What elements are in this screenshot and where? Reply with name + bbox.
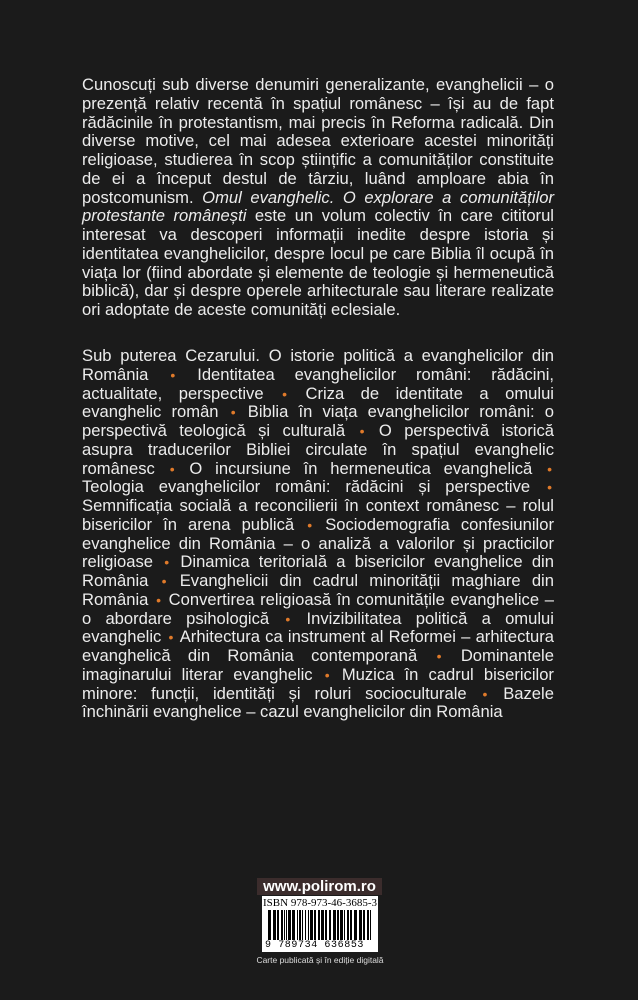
chapter-title: Dinamica teritorială a bisericilor evanghelice din România xyxy=(82,552,554,590)
barcode-stripe xyxy=(325,910,327,940)
bullet-icon: • xyxy=(156,591,161,608)
bullet-icon: • xyxy=(307,516,313,533)
chapter-title: Invizibilitatea politică a omului evanghelic xyxy=(82,608,554,647)
barcode-stripe xyxy=(305,910,306,940)
barcode-stripe xyxy=(308,910,309,940)
chapter-title: O perspectivă istorică asupra traducerilor Bibliei circulate în spațiul evanghelic românesc xyxy=(82,421,554,478)
bullet-icon: • xyxy=(282,385,287,402)
barcode-stripe xyxy=(281,910,283,940)
barcode-stripe xyxy=(359,910,362,940)
bullet-icon: • xyxy=(164,554,170,571)
bullet-icon: • xyxy=(436,648,442,664)
barcode-stripe xyxy=(318,910,320,940)
barcode-stripe xyxy=(333,910,336,940)
barcode-stripe xyxy=(297,910,298,940)
barcode-stripe xyxy=(314,910,316,940)
description-text: Cunoscuți sub diverse denumiri generalizante, evanghelicii – o prezență relativ recentă în spațiul românesc – își au de fapt rădăcinile în protestantism, mai precis în Reforma radicală. Din diverse motive, cel mai adesea exterioare acestei minorități religioase, studierea în scop științific a comunităților constituite de ei a început destul de târziu, luând amploare abia în postcomunism. xyxy=(82,75,554,207)
digital-edition-note: Carte publicată și în ediție digitală xyxy=(256,955,384,965)
barcode-stripe xyxy=(367,910,369,940)
chapter-title: Bazele închinării evanghelice – cazul evanghelicilor din România xyxy=(82,683,554,722)
bullet-icon: • xyxy=(285,610,291,627)
barcode-stripe xyxy=(344,910,345,940)
chapter-title: Semnificația socială a reconcilierii în context românesc – rolul bisericilor în arena publică xyxy=(82,496,554,534)
barcode-stripe xyxy=(370,910,371,940)
bullet-icon: • xyxy=(169,460,175,477)
chapter-title: Evanghelicii din cadrul minorității maghiare din România xyxy=(82,571,554,609)
bullet-icon: • xyxy=(547,479,552,496)
barcode-stripe xyxy=(299,910,301,940)
chapter-title: Sociodemografia confesiunilor evanghelice din România – o analiză a valorilor și practicilor religioase xyxy=(82,514,554,572)
barcode-stripe xyxy=(277,910,279,940)
barcode-stripe xyxy=(337,910,339,940)
isbn: ISBN 978-973-46-3685-3 xyxy=(263,897,377,909)
bullet-icon: • xyxy=(230,404,236,421)
chapter-title: Dominantele imaginarului literar evanghelic xyxy=(82,646,554,684)
bullet-icon: • xyxy=(170,366,176,383)
bullet-icon: • xyxy=(482,685,488,702)
barcode-stripe xyxy=(292,910,295,940)
barcode-stripe xyxy=(363,910,365,940)
ean-number: 9 789734 636853 xyxy=(265,940,365,951)
chapter-title: Muzica în cadrul bisericilor minore: funcții, identități și roluri socioculturale xyxy=(82,664,554,703)
barcode-stripe xyxy=(354,910,357,940)
bullet-icon: • xyxy=(547,460,552,477)
publisher-website: www.polirom.ro xyxy=(257,878,382,895)
barcode-bars xyxy=(268,910,372,940)
book-title: Omul evanghelic. O explorare a comunităților protestante românești xyxy=(82,187,555,226)
barcode xyxy=(262,896,378,952)
bullet-icon: • xyxy=(161,573,167,589)
chapter-title: Criza de identitate a omului evanghelic român xyxy=(82,383,554,422)
barcode-stripe xyxy=(321,910,324,940)
chapter-title: Identitatea evanghelicilor români: rădăcini, actualitate, perspective xyxy=(82,364,554,403)
barcode-stripe xyxy=(286,910,287,940)
description-text: este un volum colectiv în care cititorul interesat va descoperi informații inedite despre istoria și identitatea evanghelicilor, despre locul pe care Biblia îl ocupă în viața lor (fiind abordate și elemente de teologie și hermeneutică biblică), dar și despre operele arhitecturale sau literare realizate ori adoptate de aceste comunități eclesiale. xyxy=(82,206,554,319)
barcode-stripe xyxy=(288,910,291,940)
contents-list xyxy=(82,347,554,722)
chapter-title: Convertirea religioasă în comunitățile evanghelice – o abordare psihologică xyxy=(82,589,554,628)
bullet-icon: • xyxy=(168,629,174,646)
barcode-stripe xyxy=(284,910,285,940)
chapter-title: Sub puterea Cezarului. O istorie politică a evanghelicilor din România xyxy=(82,346,554,384)
barcode-stripe xyxy=(302,910,303,940)
chapter-title: Biblia în viața evanghelicilor români: o perspectivă teologică și culturală xyxy=(82,402,554,440)
barcode-stripe xyxy=(350,910,352,940)
chapter-title: Teologia evanghelicilor români: rădăcini și perspective xyxy=(82,477,531,497)
barcode-stripe xyxy=(340,910,343,940)
barcode-stripe xyxy=(268,910,271,940)
book-description xyxy=(82,76,554,320)
chapter-title: O incursiune în hermeneutica evanghelică xyxy=(189,458,533,478)
barcode-stripe xyxy=(273,910,276,940)
barcode-stripe xyxy=(329,910,331,940)
barcode-stripe xyxy=(310,910,313,940)
barcode-stripe xyxy=(347,910,349,940)
chapter-title: Arhitectura ca instrument al Reformei – arhitectura evanghelică din România contemporană xyxy=(82,627,554,665)
bullet-icon: • xyxy=(359,423,365,439)
bullet-icon: • xyxy=(324,666,330,683)
